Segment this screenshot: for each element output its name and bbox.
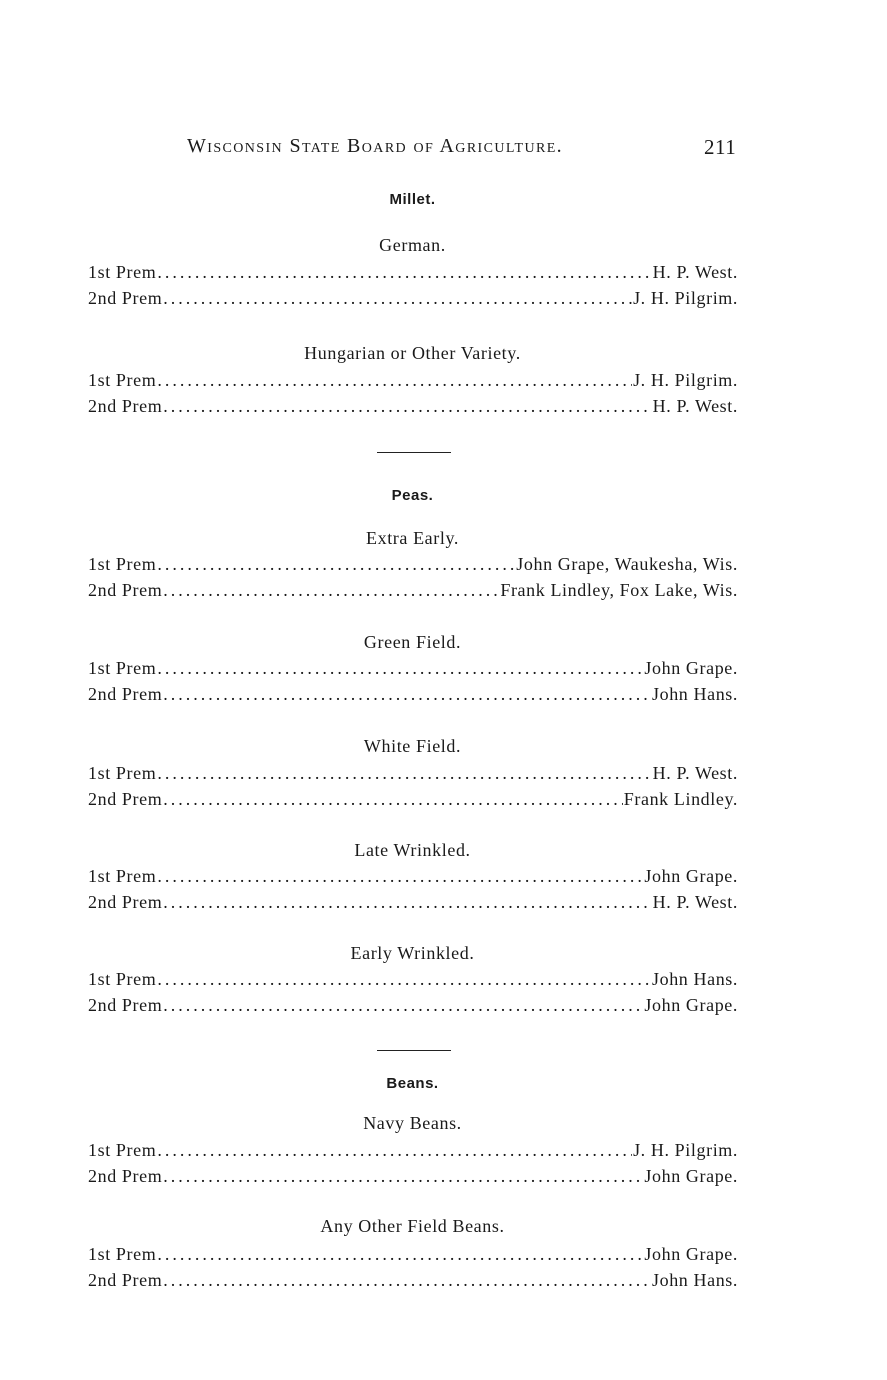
group-title-navy-beans: Navy Beans.	[363, 1113, 462, 1133]
award-place: 1st Prem	[88, 866, 157, 886]
award-winner: John Hans.	[652, 1270, 738, 1290]
dot-leader	[157, 969, 651, 990]
award-row	[88, 658, 738, 682]
award-winner: John Grape.	[644, 1244, 738, 1264]
award-row	[88, 1270, 738, 1294]
award-row	[88, 370, 738, 394]
section-divider	[377, 452, 451, 453]
dot-leader	[157, 1244, 643, 1265]
dot-leader	[157, 370, 632, 391]
page-header	[0, 135, 887, 165]
section-title-millet: Millet.	[389, 191, 436, 208]
award-place: 2nd Prem	[88, 288, 163, 308]
award-row	[88, 763, 738, 787]
award-winner: H. P. West.	[652, 892, 738, 912]
award-winner: John Grape.	[644, 995, 738, 1015]
award-row	[88, 1244, 738, 1268]
dot-leader	[163, 892, 651, 913]
award-row	[88, 396, 738, 420]
dot-leader	[163, 288, 632, 309]
group-title-early-wrinkled: Early Wrinkled.	[350, 943, 475, 963]
award-place: 1st Prem	[88, 370, 157, 390]
group-title-green-field: Green Field.	[363, 632, 462, 652]
group-title-other-field-beans: Any Other Field Beans.	[320, 1216, 505, 1236]
group-title-german: German.	[379, 235, 446, 255]
award-place: 1st Prem	[88, 262, 157, 282]
award-row	[88, 789, 738, 813]
award-winner: H. P. West.	[652, 396, 738, 416]
award-winner: John Hans.	[652, 684, 738, 704]
award-winner: J. H. Pilgrim.	[633, 1140, 738, 1160]
group-title-extra-early: Extra Early.	[366, 528, 459, 548]
dot-leader	[163, 1270, 651, 1291]
award-place: 2nd Prem	[88, 789, 163, 809]
award-winner: Frank Lindley.	[623, 789, 738, 809]
award-winner: J. H. Pilgrim.	[633, 288, 738, 308]
award-place: 1st Prem	[88, 658, 157, 678]
dot-leader	[163, 995, 643, 1016]
dot-leader	[163, 684, 651, 705]
award-winner: John Grape, Waukesha, Wis.	[516, 554, 738, 574]
award-place: 1st Prem	[88, 1244, 157, 1264]
running-title: Wisconsin State Board of Agriculture.	[187, 135, 564, 157]
award-place: 1st Prem	[88, 969, 157, 989]
award-row	[88, 580, 738, 604]
award-winner: John Grape.	[644, 658, 738, 678]
dot-leader	[163, 1166, 643, 1187]
award-place: 2nd Prem	[88, 1166, 163, 1186]
page-number: 211	[704, 135, 737, 159]
award-place: 2nd Prem	[88, 892, 163, 912]
award-place: 1st Prem	[88, 1140, 157, 1160]
award-place: 2nd Prem	[88, 995, 163, 1015]
award-row	[88, 554, 738, 578]
group-title-white-field: White Field.	[363, 736, 462, 756]
award-row	[88, 288, 738, 312]
award-place: 2nd Prem	[88, 396, 163, 416]
award-winner: John Hans.	[652, 969, 738, 989]
dot-leader	[157, 262, 651, 283]
award-place: 2nd Prem	[88, 580, 163, 600]
award-winner: H. P. West.	[652, 763, 738, 783]
award-winner: John Grape.	[644, 866, 738, 886]
award-row	[88, 969, 738, 993]
group-title-late-wrinkled: Late Wrinkled.	[354, 840, 471, 860]
award-place: 2nd Prem	[88, 1270, 163, 1290]
section-title-beans: Beans.	[386, 1075, 439, 1092]
award-row	[88, 684, 738, 708]
dot-leader	[163, 396, 651, 417]
award-row	[88, 1140, 738, 1164]
award-row	[88, 892, 738, 916]
award-winner: J. H. Pilgrim.	[633, 370, 738, 390]
award-winner: Frank Lindley, Fox Lake, Wis.	[500, 580, 738, 600]
award-place: 2nd Prem	[88, 684, 163, 704]
group-title-hungarian: Hungarian or Other Variety.	[304, 343, 521, 363]
award-place: 1st Prem	[88, 763, 157, 783]
dot-leader	[163, 789, 622, 810]
award-row	[88, 866, 738, 890]
dot-leader	[157, 1140, 632, 1161]
dot-leader	[163, 580, 499, 601]
award-row	[88, 262, 738, 286]
dot-leader	[157, 866, 643, 887]
award-place: 1st Prem	[88, 554, 157, 574]
award-winner: H. P. West.	[652, 262, 738, 282]
award-row	[88, 995, 738, 1019]
award-winner: John Grape.	[644, 1166, 738, 1186]
dot-leader	[157, 763, 651, 784]
dot-leader	[157, 554, 515, 575]
award-row	[88, 1166, 738, 1190]
dot-leader	[157, 658, 643, 679]
section-title-peas: Peas.	[391, 487, 434, 504]
section-divider	[377, 1050, 451, 1051]
